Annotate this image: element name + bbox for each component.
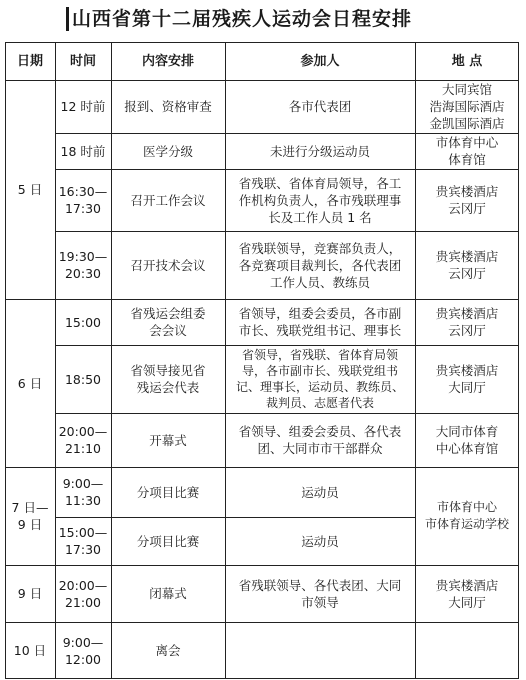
row-2-participants: 省残联、省体育局领导，各工 作机构负责人，各市残联理事 长及工作人员 1 名 [238,175,402,225]
row-6-participants: 省领导、组委会委员、各代表 团、大同市市干部群众 [238,424,402,456]
row-4-time: 15:00 [64,314,102,330]
row-10-participants [225,622,415,679]
location-cell-7-9: 市体育中心 市体育运动学校 [424,500,509,531]
header-date: 日期 [16,53,43,69]
row-8-participants: 运动员 [301,533,339,549]
row-2-content: 召开工作会议 [130,192,206,208]
header-time: 时间 [69,53,96,69]
row-6-location: 大同市体育 中心体育馆 [435,424,499,456]
date-cell-5: 5 日 [17,182,43,197]
date-cell-9: 9 日 [17,586,43,601]
row-2-time: 16:30— 17:30 [58,184,108,216]
row-9-location: 贵宾楼酒店 大同厅 [435,577,499,610]
row-10-location [415,622,519,679]
row-7-participants: 运动员 [301,484,339,500]
row-8-content: 分项目比赛 [136,533,200,549]
row-10-content: 离会 [155,643,181,658]
row-1-content: 医学分级 [142,143,193,159]
row-0-content: 报到、资格审查 [124,99,212,114]
row-3-time: 19:30— 20:30 [58,249,108,281]
header-location: 地 点 [451,53,483,69]
row-0-location: 大同宾馆 浩海国际酒店 金凯国际酒店 [429,82,505,131]
date-cell-7-9: 7 日— 9 日 [11,500,49,532]
header-content: 内容安排 [141,53,194,69]
row-6-time: 20:00— 21:10 [58,424,108,456]
row-4-participants: 省领导，组委会委员，各市副 市长、残联党组书记、理事长 [238,306,402,338]
row-7-content: 分项目比赛 [136,484,200,500]
row-10-time: 9:00— 12:00 [62,634,104,667]
row-3-content: 召开技术会议 [130,257,206,273]
row-0-time: 12 时前 [60,99,106,114]
header-participants: 参加人 [300,53,340,69]
date-cell-6: 6 日 [17,375,43,391]
row-4-content: 省残运会组委 会会议 [130,306,206,338]
row-5-location: 贵宾楼酒店 大同厅 [435,363,499,395]
row-9-time: 20:00— 21:00 [58,577,108,610]
row-1-participants: 未进行分级运动员 [269,143,370,159]
row-2-location: 贵宾楼酒店 云冈厅 [435,184,499,216]
row-3-location: 贵宾楼酒店 云冈厅 [435,249,499,281]
row-6-content: 开幕式 [149,432,187,448]
row-5-participants: 省领导，省残联、省体育局领 导，各市副市长、残联党组书 记、理事长，运动员、教练员、 裁判员、志愿者代表 [235,348,404,410]
row-8-time: 15:00— 17:30 [58,525,108,557]
row-4-location: 贵宾楼酒店 云冈厅 [435,306,499,338]
title-accent-bar [66,7,69,31]
row-5-content: 省领导接见省 残运会代表 [130,363,206,395]
row-9-content: 闭幕式 [149,586,187,601]
row-5-time: 18:50 [64,371,102,387]
row-3-participants: 省残联领导，竞赛部负责人， 各竞赛项目裁判长，各代表团 工作人员、教练员 [238,240,402,290]
date-cell-10: 10 日 [13,643,47,658]
row-1-time: 18 时前 [60,143,106,159]
row-9-participants: 省残联领导、各代表团、大同 市领导 [238,577,402,610]
row-7-time: 9:00— 11:30 [62,476,104,508]
row-1-location: 市体育中心 体育馆 [435,135,499,167]
row-0-participants: 各市代表团 [288,99,352,114]
page-title: 山西省第十二届残疾人运动会日程安排 [72,8,413,30]
